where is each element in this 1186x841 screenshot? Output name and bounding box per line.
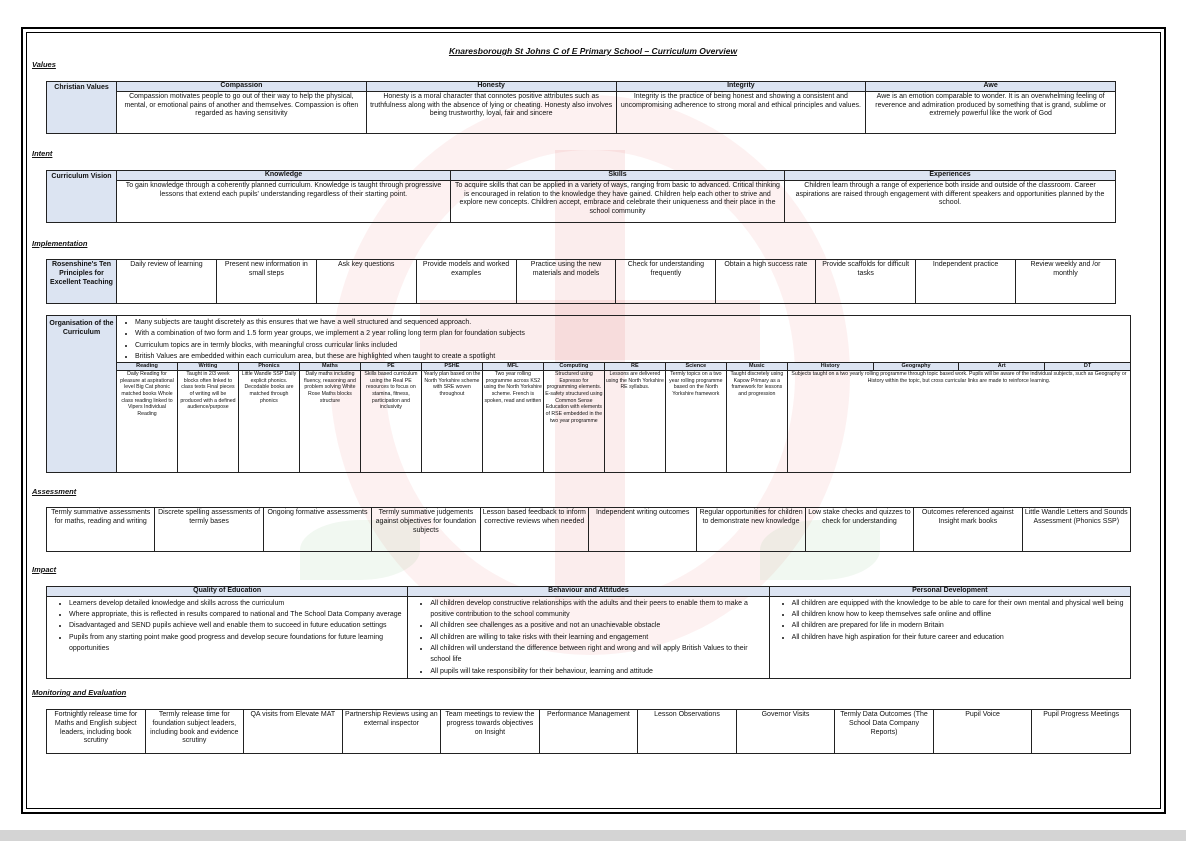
impact-bullet: • All children have high aspiration for their future career and education xyxy=(792,632,1128,643)
subject-description: Little Wandle SSP Daily explicit phonics. Decodable books are matched through phonics xyxy=(238,371,299,473)
section-heading-intent: Intent xyxy=(32,149,53,158)
section-heading-monitoring: Monitoring and Evaluation xyxy=(32,688,127,697)
subject-heading: Science xyxy=(665,363,726,371)
subject-description: Lessons are delivered using the North Yorkshire RE syllabus. xyxy=(604,371,665,473)
impact-heading: Behaviour and Attitudes xyxy=(408,587,769,597)
impact-bullet: • All children are equipped with the knowledge to be able to care for their own mental and physical well being xyxy=(792,598,1128,609)
intent-description: Children learn through a range of experience both inside and outside of the classroom. Career aspirations are raised through engagement with different speakers and opportunities planned by the school. xyxy=(785,180,1116,222)
principle-cell: Check for understanding frequently xyxy=(616,260,716,304)
monitoring-item: Pupil Voice xyxy=(933,710,1032,754)
principle-cell: Review weekly and /or monthly xyxy=(1016,260,1116,304)
subject-heading: Computing xyxy=(543,363,604,371)
subject-description: Structured using Espresso for programming elements. E-safety structured using Common Sense Education with elements of RSE embedded in the two year programme xyxy=(543,371,604,473)
impact-heading: Personal Development xyxy=(769,587,1130,597)
monitoring-item: Lesson Observations xyxy=(638,710,737,754)
subject-heading: History xyxy=(787,363,873,371)
value-heading: Honesty xyxy=(366,82,616,92)
monitoring-item: QA visits from Elevate MAT xyxy=(244,710,343,754)
assessment-table xyxy=(46,507,1131,552)
subject-heading: RE xyxy=(604,363,665,371)
rosenshine-row-label: Rosenshine's Ten Principles for Excellent Teaching xyxy=(47,260,117,304)
subject-description: Skills based curriculum using the Real PE resources to focus on stamina, fitness, participation and inclusivity xyxy=(360,371,421,473)
value-description: Integrity is the practice of being honest and showing a consistent and uncompromising adherence to strong moral and ethical principles and values. xyxy=(616,91,866,133)
subject-description: Taught discretely using Kapow Primary as a framework for lessons and progression xyxy=(726,371,787,473)
impact-bullet: • All children are willing to take risks with their learning and engagement xyxy=(430,632,766,643)
impact-bullet: • Where appropriate, this is reflected in results compared to national and The School Data Company average xyxy=(69,609,405,620)
organisation-bullet: • British Values are embedded within each curriculum area, but these are highlighted when taught to create a spotlight xyxy=(135,351,1135,362)
assessment-item: Outcomes referenced against Insight mark books xyxy=(914,508,1022,552)
principle-cell: Obtain a high success rate xyxy=(716,260,816,304)
document-title: Knaresborough St Johns C of E Primary School – Curriculum Overview xyxy=(448,46,738,56)
value-heading: Awe xyxy=(866,82,1116,92)
principle-cell: Ask key questions xyxy=(316,260,416,304)
subject-heading: PSHE xyxy=(421,363,482,371)
impact-bullet: • All pupils will take responsibility for their behaviour, learning and attitude xyxy=(430,666,766,677)
values-row-label: Christian Values xyxy=(47,82,117,134)
principle-cell: Practice using the new materials and models xyxy=(516,260,616,304)
principle-cell: Provide scaffolds for difficult tasks xyxy=(816,260,916,304)
intent-description: To acquire skills that can be applied in a variety of ways, ranging from basic to advanced. Critical thinking is encouraged in relation to the knowledge they have gained. Children help each other to strive and explore new concepts. Children accept, embrace and celebrate their uniqueness and their place in the school community xyxy=(451,180,785,222)
subject-description: Taught in 2/3 week blocks often linked to class texts Final pieces of writing will be produced with a defined audience/purpose xyxy=(177,371,238,473)
subject-description: Yearly plan based on the North Yorkshire scheme with SRE woven throughout xyxy=(421,371,482,473)
impact-bullet: • All children will understand the difference between right and wrong and will apply British Values to their school life xyxy=(430,643,766,666)
principle-cell: Independent practice xyxy=(916,260,1016,304)
impact-bullet: • Learners develop detailed knowledge and skills across the curriculum xyxy=(69,598,405,609)
intent-table xyxy=(46,170,1116,223)
subject-heading: Writing xyxy=(177,363,238,371)
organisation-bullets xyxy=(121,317,1135,362)
monitoring-item: Performance Management xyxy=(539,710,638,754)
value-description: Compassion motivates people to go out of their way to help the physical, mental, or emotional pains of another and themselves. Compassion is often regarded as having sensitivity xyxy=(117,91,367,133)
monitoring-item: Partnership Reviews using an external inspector xyxy=(342,710,441,754)
impact-bullet: • Disadvantaged and SEND pupils achieve well and enable them to succeed in future education settings xyxy=(69,620,405,631)
impact-table xyxy=(46,586,1131,679)
organisation-bullet: • Curriculum topics are in termly blocks, with meaningful cross curricular links included xyxy=(135,340,1135,351)
subject-heading: Art xyxy=(959,363,1045,371)
subject-description: Daily maths including fluency, reasoning and problem solving White Rose Maths blocks structure xyxy=(299,371,360,473)
organisation-row-label: Organisation of the Curriculum xyxy=(46,315,117,473)
monitoring-item: Termly Data Outcomes (The School Data Company Reports) xyxy=(835,710,934,754)
monitoring-table xyxy=(46,709,1131,754)
organisation-bullet: • Many subjects are taught discretely as this ensures that we have a well structured and sequenced approach. xyxy=(135,317,1135,328)
monitoring-item: Pupil Progress Meetings xyxy=(1032,710,1131,754)
section-heading-impact: Impact xyxy=(32,565,57,574)
window-bottom-bar xyxy=(0,830,1186,841)
assessment-item: Termly summative judgements against objectives for foundation subjects xyxy=(372,508,480,552)
impact-bullet: • Pupils from any starting point make good progress and develop secure foundations for future learning opportunities xyxy=(69,632,405,655)
subject-heading: Reading xyxy=(117,363,178,371)
subject-heading: Music xyxy=(726,363,787,371)
impact-bullet: • All children see challenges as a positive and not an unachievable obstacle xyxy=(430,620,766,631)
topic-subjects-description: Subjects taught on a two yearly rolling programme through topic based work. Pupils will be aware of the individual subjects, such as Geography or History within the topic, but cross curricular links are made to reinforce learning. xyxy=(787,371,1130,473)
assessment-item: Termly summative assessments for maths, reading and writing xyxy=(47,508,155,552)
intent-row-label: Curriculum Vision xyxy=(47,171,117,223)
subject-heading: Maths xyxy=(299,363,360,371)
impact-column-quality xyxy=(47,596,408,678)
subject-heading: DT xyxy=(1045,363,1131,371)
impact-column-personal xyxy=(769,596,1130,678)
value-heading: Integrity xyxy=(616,82,866,92)
section-heading-values: Values xyxy=(32,60,56,69)
section-heading-assessment: Assessment xyxy=(32,487,77,496)
organisation-bullet: • With a combination of two form and 1.5 form year groups, we implement a 2 year rolling long term plan for foundation subjects xyxy=(135,328,1135,339)
assessment-item: Regular opportunities for children to demonstrate new knowledge xyxy=(697,508,805,552)
subject-heading: PE xyxy=(360,363,421,371)
assessment-item: Lesson based feedback to inform corrective reviews when needed xyxy=(480,508,588,552)
monitoring-item: Governor Visits xyxy=(736,710,835,754)
value-heading: Compassion xyxy=(117,82,367,92)
section-heading-implementation: Implementation xyxy=(32,239,88,248)
assessment-item: Independent writing outcomes xyxy=(588,508,696,552)
intent-description: To gain knowledge through a coherently planned curriculum. Knowledge is taught through progressive lessons that extend each pupils' understanding regardless of their starting point. xyxy=(117,180,451,222)
value-description: Awe is an emotion comparable to wonder. It is an overwhelming feeling of reverence and admiration produced by something that is grand, sublime or extremely powerful like the work of God xyxy=(866,91,1116,133)
monitoring-item: Team meetings to review the progress towards objectives on Insight xyxy=(441,710,540,754)
intent-heading: Experiences xyxy=(785,171,1116,181)
subjects-table xyxy=(116,362,1131,473)
monitoring-item: Termly release time for foundation subject leaders, including book and evidence scrutiny xyxy=(145,710,244,754)
subject-heading: Geography xyxy=(873,363,959,371)
assessment-item: Low stake checks and quizzes to check for understanding xyxy=(805,508,913,552)
impact-bullet: • All children know how to keep themselves safe online and offline xyxy=(792,609,1128,620)
subject-heading: MFL xyxy=(482,363,543,371)
intent-heading: Knowledge xyxy=(117,171,451,181)
impact-bullet: • All children are prepared for life in modern Britain xyxy=(792,620,1128,631)
impact-column-behaviour xyxy=(408,596,769,678)
subject-description: Two year rolling programme across KS2 using the North Yorkshire scheme. French is spoken, read and written xyxy=(482,371,543,473)
assessment-item: Ongoing formative assessments xyxy=(263,508,371,552)
assessment-item: Discrete spelling assessments of termly bases xyxy=(155,508,263,552)
monitoring-item: Fortnightly release time for Maths and English subject leaders, including book scrutiny xyxy=(47,710,146,754)
subject-description: Termly topics on a two year rolling programme based on the North Yorkshire framework xyxy=(665,371,726,473)
intent-heading: Skills xyxy=(451,171,785,181)
value-description: Honesty is a moral character that connotes positive attributes such as truthfulness along with the absence of lying or cheating. Honesty also involves being trustworthy, loyal, fair and sincere xyxy=(366,91,616,133)
assessment-item: Little Wandle Letters and Sounds Assessment (Phonics SSP) xyxy=(1022,508,1130,552)
values-table xyxy=(46,81,1116,134)
impact-bullet: • All children develop constructive relationships with the adults and their peers to enable them to make a positive contribution to the school community xyxy=(430,598,766,621)
principle-cell: Provide models and worked examples xyxy=(416,260,516,304)
subject-heading: Phonics xyxy=(238,363,299,371)
rosenshine-table xyxy=(46,259,1116,304)
subject-description: Daily Reading for pleasure at aspirational level Big Cat phonic matched books Whole class reading linked to Vipers Individual Reading xyxy=(117,371,178,473)
principle-cell: Present new information in small steps xyxy=(216,260,316,304)
impact-heading: Quality of Education xyxy=(47,587,408,597)
principle-cell: Daily review of learning xyxy=(117,260,217,304)
